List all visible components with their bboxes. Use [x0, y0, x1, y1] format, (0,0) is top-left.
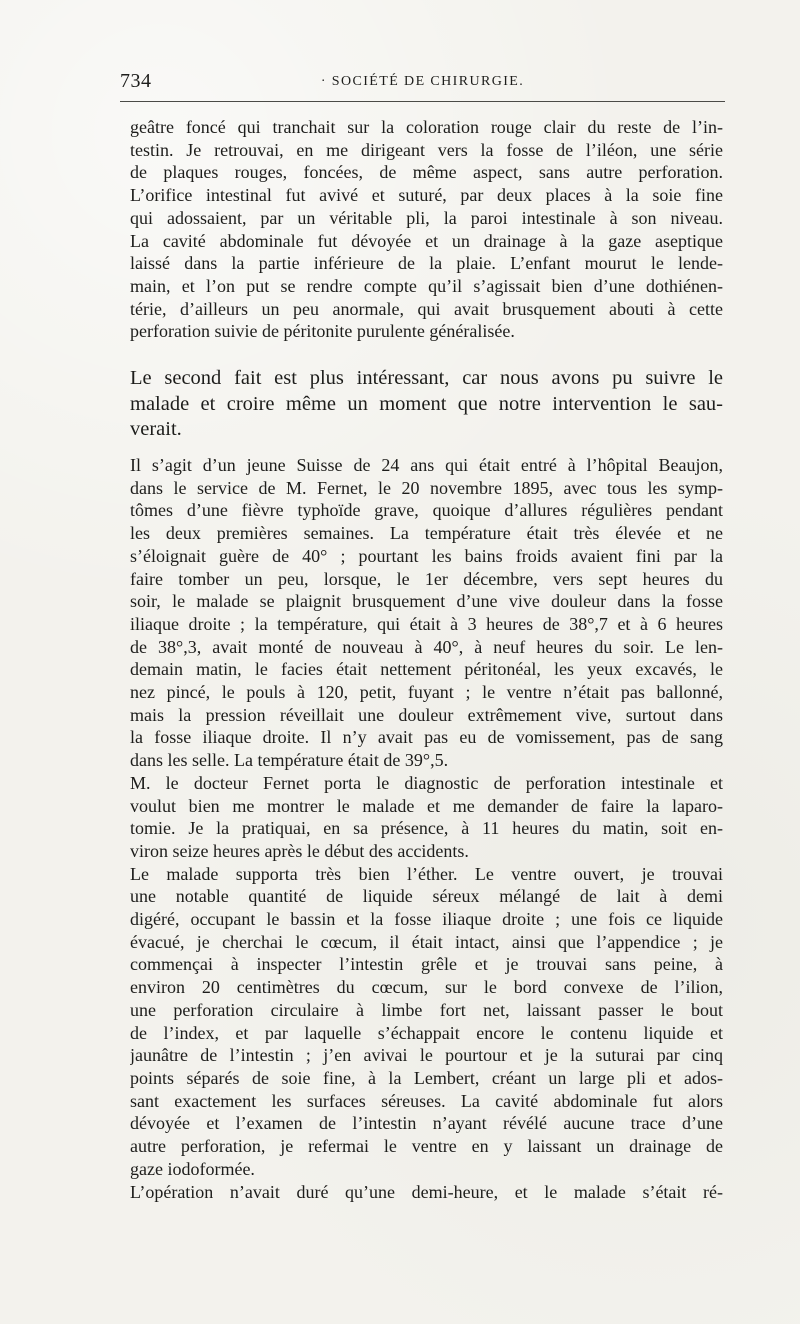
- page-header: [120, 70, 725, 94]
- paragraph-1-line-1: geâtre foncé qui tranchait sur la coloration rouge clair du reste de l’in-: [130, 117, 723, 137]
- paragraph-1-line-5: qui adossaient, par un véritable pli, la paroi intestinale à son niveau.: [130, 207, 723, 228]
- paragraph-3: [130, 454, 723, 1203]
- paragraph-1-line-6: La cavité abdominale fut dévoyée et un drainage à la gaze aseptique: [130, 230, 723, 251]
- paragraph-1: [130, 116, 723, 343]
- paragraph-3-line-13: la fosse iliaque droite. Il n’y avait pas eu de vomissement, pas de sang: [130, 727, 723, 748]
- paragraph-3-line-6: faire tomber un peu, lorsque, le 1er décembre, vers sept heures du: [130, 568, 723, 589]
- paragraph-2-line-2: malade et croire même un moment que notre intervention le sau-: [130, 392, 723, 415]
- paragraph-3-line-15: M. le docteur Fernet porta le diagnostic de perforation intestinale et: [130, 772, 723, 793]
- paragraph-3-line-4: les deux premières semaines. La température était très élevée et ne: [130, 523, 723, 544]
- paragraph-1-line-10: perforation suivie de péritonite purulente généralisée.: [130, 321, 515, 342]
- paragraph-3-line-7: soir, le malade se plaignit brusquement d’une vive douleur dans la fosse: [130, 591, 723, 612]
- paragraph-3-line-11: nez pincé, le pouls à 120, petit, fuyant ; le ventre n’était pas ballonné,: [130, 682, 723, 703]
- paragraph-3-line-23: commençai à inspecter l’intestin grêle et je trouvai sans peine, à: [130, 954, 723, 975]
- paragraph-3-line-26: de l’index, et par laquelle s’échappait encore le contenu liquide et: [130, 1022, 723, 1043]
- paragraph-3-line-14: dans les selle. La température était de 39°,5.: [130, 750, 449, 771]
- paragraph-3-line-2: dans le service de M. Fernet, le 20 novembre 1895, avec tous les symp-: [130, 477, 723, 498]
- page-number: 734: [120, 70, 152, 92]
- paragraph-3-line-29: sant exactement les surfaces séreuses. La cavité abdominale fut alors: [130, 1090, 723, 1111]
- paragraph-1-line-3: de plaques rouges, foncées, de même aspect, sans autre perforation.: [130, 162, 723, 183]
- paragraph-1-line-4: L’orifice intestinal fut avivé et suturé, par deux places à la soie fine: [130, 185, 723, 206]
- paragraph-2-line-1: Le second fait est plus intéressant, car nous avons pu suivre le: [130, 367, 723, 389]
- paragraph-3-line-3: tômes d’une fièvre typhoïde grave, quoique d’allures régulières pendant: [130, 500, 723, 521]
- paragraph-3-line-27: jaunâtre de l’intestin ; j’en avivai le pourtour et je la suturai par cinq: [130, 1045, 723, 1066]
- paragraph-3-line-22: évacué, je cherchai le cœcum, il était intact, ainsi que l’appendice ; je: [130, 931, 723, 952]
- paragraph-3-line-19: Le malade supporta très bien l’éther. Le ventre ouvert, je trouvai: [130, 863, 723, 884]
- paragraph-3-line-20: une notable quantité de liquide séreux mélangé de lait à demi: [130, 886, 723, 907]
- paragraph-1-line-9: térie, d’ailleurs un peu anormale, qui avait brusquement abouti à cette: [130, 298, 723, 319]
- paragraph-3-line-28: points séparés de soie fine, à la Lembert, créant un large pli et ados-: [130, 1067, 723, 1088]
- paragraph-3-line-25: une perforation circulaire à limbe fort net, laissant passer le bout: [130, 999, 723, 1020]
- paragraph-3-line-31: autre perforation, je refermai le ventre en y laissant un drainage de: [130, 1136, 723, 1157]
- paragraph-3-line-10: demain matin, le facies était nettement péritonéal, les yeux excavés, le: [130, 659, 723, 680]
- paragraph-2: [130, 366, 723, 443]
- paragraph-3-line-1: Il s’agit d’un jeune Suisse de 24 ans qui était entré à l’hôpital Beaujon,: [130, 455, 723, 475]
- paragraph-3-line-32: gaze iodoformée.: [130, 1158, 255, 1179]
- header-rule: [120, 101, 725, 102]
- paragraph-3-line-21: digéré, occupant le bassin et la fosse iliaque droite ; une fois ce liquide: [130, 909, 723, 930]
- paragraph-2-line-3: verait.: [130, 418, 182, 440]
- paragraph-3-line-24: environ 20 centimètres du cœcum, sur le bord convexe de l’ilion,: [130, 977, 723, 998]
- paragraph-3-line-30: dévoyée et l’examen de l’intestin n’ayant révélé aucune trace d’une: [130, 1113, 723, 1134]
- paragraph-3-line-5: s’éloignait guère de 40° ; pourtant les bains froids avaient fini par la: [130, 545, 723, 566]
- paragraph-3-line-9: de 38°,3, avait monté de nouveau à 40°, à neuf heures du soir. Le len-: [130, 636, 723, 657]
- paragraph-3-line-8: iliaque droite ; la température, qui était à 3 heures de 38°,7 et à 6 heures: [130, 613, 723, 634]
- paragraph-3-line-16: voulut bien me montrer le malade et me demander de faire la laparo-: [130, 795, 723, 816]
- paragraph-1-line-2: testin. Je retrouvai, en me dirigeant vers la fosse de l’iléon, une série: [130, 139, 723, 160]
- paragraph-3-line-33: L’opération n’avait duré qu’une demi-heure, et le malade s’était ré-: [130, 1181, 723, 1202]
- paragraph-1-line-7: laissé dans la partie inférieure de la plaie. L’enfant mourut le lende-: [130, 253, 723, 274]
- paragraph-3-line-18: viron seize heures après le début des accidents.: [130, 840, 469, 861]
- paragraph-3-line-12: mais la pression réveillait une douleur extrêmement vive, surtout dans: [130, 704, 723, 725]
- running-title: · SOCIÉTÉ DE CHIRURGIE.: [320, 74, 525, 89]
- paragraph-1-line-8: main, et l’on put se rendre compte qu’il s’agissait bien d’une dothiénen-: [130, 275, 723, 296]
- paragraph-3-line-17: tomie. Je la pratiquai, en sa présence, à 11 heures du matin, soit en-: [130, 818, 723, 839]
